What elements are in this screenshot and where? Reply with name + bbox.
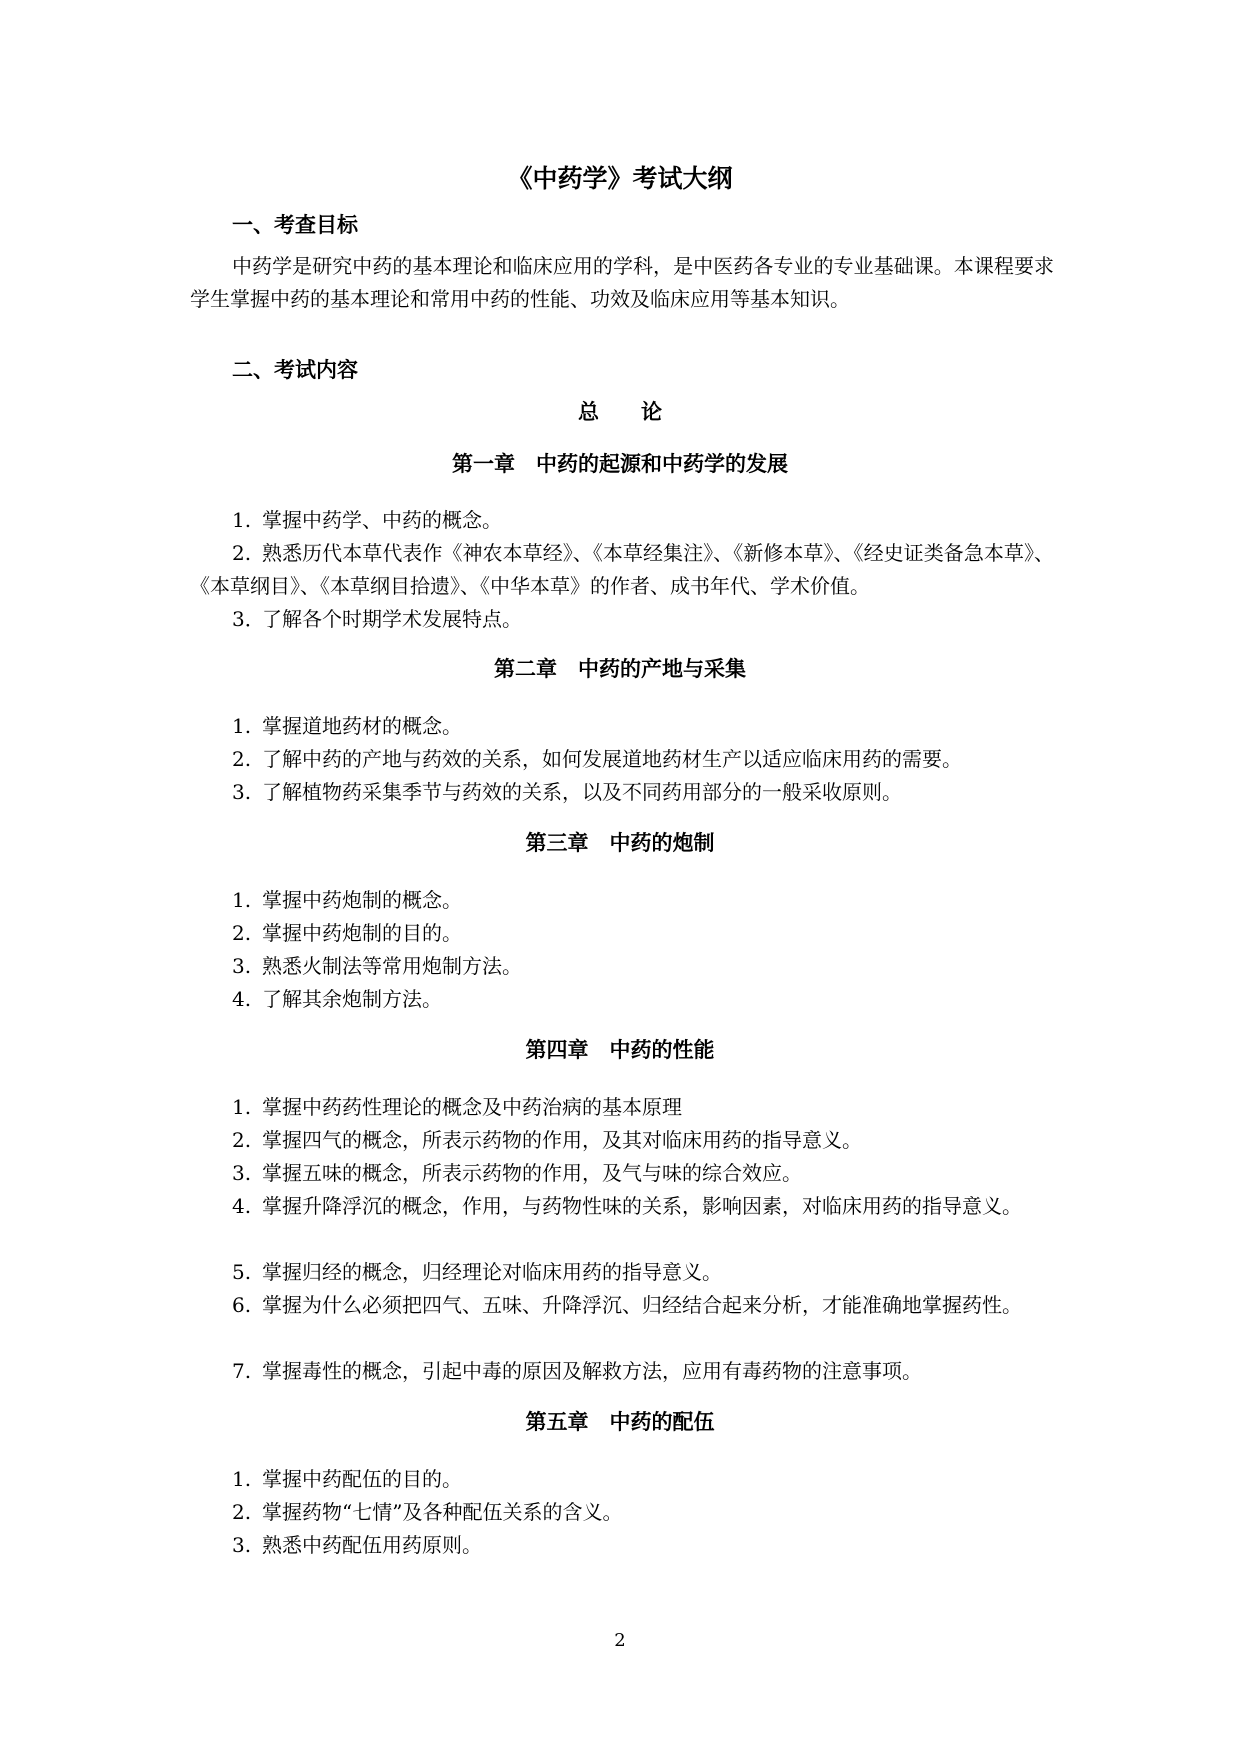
- list-item: [190, 1529, 1054, 1562]
- chapter-title-3: 第三章 中药的炮制: [525, 831, 715, 855]
- item-number: 2.: [232, 1128, 252, 1152]
- chapter-title-2: 第二章 中药的产地与采集: [494, 657, 746, 681]
- list-item: [190, 884, 1054, 917]
- list-item: [190, 1256, 1054, 1289]
- list-item: [190, 504, 1054, 537]
- list-item: [190, 743, 1054, 776]
- item-number: 3.: [232, 780, 252, 804]
- list-item: [190, 1124, 1054, 1157]
- list-item: [190, 1157, 1054, 1190]
- item-number: 1.: [232, 1095, 252, 1119]
- section-heading-objectives: 一、考查目标: [232, 213, 358, 237]
- list-item: [190, 1091, 1054, 1124]
- item-text: 掌握升降浮沉的概念，作用，与药物性味的关系，影响因素，对临床用药的指导意义。: [262, 1194, 1022, 1218]
- part-title-general: 总 论: [578, 400, 662, 424]
- item-text: 掌握五味的概念，所表示药物的作用，及气与味的综合效应。: [262, 1161, 802, 1185]
- item-number: 1.: [232, 1467, 252, 1491]
- item-text: 掌握中药炮制的概念。: [262, 888, 462, 912]
- item-text: 掌握中药炮制的目的。: [262, 921, 462, 945]
- chapter-title-1: 第一章 中药的起源和中药学的发展: [452, 452, 788, 476]
- item-text: 掌握道地药材的概念。: [262, 714, 462, 738]
- item-text: 了解其余炮制方法。: [262, 987, 442, 1011]
- page-number: 2: [614, 1630, 626, 1651]
- list-item: [190, 1463, 1054, 1496]
- item-number: 3.: [232, 1161, 252, 1185]
- list-item: [190, 1355, 1054, 1388]
- item-number: 7.: [232, 1359, 252, 1383]
- item-text: 熟悉火制法等常用炮制方法。: [262, 954, 522, 978]
- item-text: 掌握中药配伍的目的。: [262, 1467, 462, 1491]
- document-title: 《中药学》考试大纲: [507, 164, 733, 193]
- list-item: [190, 1496, 1054, 1529]
- item-number: 2.: [232, 541, 252, 565]
- item-number: 4.: [232, 987, 252, 1011]
- list-item: [190, 1190, 1054, 1223]
- item-text: 掌握药物“七情”及各种配伍关系的含义。: [262, 1500, 623, 1524]
- list-item: [190, 950, 1054, 983]
- item-number: 5.: [232, 1260, 252, 1284]
- chapter-title-5: 第五章 中药的配伍: [525, 1410, 715, 1434]
- list-item: [190, 603, 1054, 636]
- item-number: 1.: [232, 714, 252, 738]
- item-text: 掌握中药药性理论的概念及中药治病的基本原理: [262, 1095, 682, 1119]
- item-text: 熟悉中药配伍用药原则。: [262, 1533, 482, 1557]
- list-item: [190, 710, 1054, 743]
- objectives-paragraph: 中药学是研究中药的基本理论和临床应用的学科，是中医药各专业的专业基础课。本课程要求学生掌握中药的基本理论和常用中药的性能、功效及临床应用等基本知识。: [190, 254, 1054, 311]
- item-number: 4.: [232, 1194, 252, 1218]
- item-text: 掌握归经的概念，归经理论对临床用药的指导意义。: [262, 1260, 722, 1284]
- item-text: 了解植物药采集季节与药效的关系，以及不同药用部分的一般采收原则。: [262, 780, 902, 804]
- item-number: 3.: [232, 954, 252, 978]
- item-text: 掌握为什么必须把四气、五味、升降浮沉、归经结合起来分析，才能准确地掌握药性。: [262, 1293, 1022, 1317]
- chapter-title-4: 第四章 中药的性能: [525, 1038, 715, 1062]
- item-text: 掌握毒性的概念，引起中毒的原因及解救方法，应用有毒药物的注意事项。: [262, 1359, 922, 1383]
- item-number: 1.: [232, 508, 252, 532]
- item-number: 3.: [232, 1533, 252, 1557]
- item-number: 1.: [232, 888, 252, 912]
- list-item: [190, 537, 1054, 603]
- item-number: 6.: [232, 1293, 252, 1317]
- item-number: 2.: [232, 921, 252, 945]
- section-heading-content: 二、考试内容: [232, 358, 358, 382]
- item-text: 熟悉历代本草代表作《神农本草经》、《本草经集注》、《新修本草》、《经史证类备急本草》、《本草纲目》、《本草纲目拾遗》、《中华本草》的作者、成书年代、学术价值。: [190, 541, 1054, 598]
- list-item: [190, 983, 1054, 1016]
- item-number: 3．: [232, 607, 265, 631]
- item-text: 掌握中药学、中药的概念。: [262, 508, 502, 532]
- list-item: [190, 1289, 1054, 1322]
- item-text: 了解中药的产地与药效的关系，如何发展道地药材生产以适应临床用药的需要。: [262, 747, 962, 771]
- item-number: 2.: [232, 747, 252, 771]
- list-item: [190, 917, 1054, 950]
- item-text: 掌握四气的概念，所表示药物的作用，及其对临床用药的指导意义。: [262, 1128, 862, 1152]
- item-number: 2.: [232, 1500, 252, 1524]
- list-item: [190, 776, 1054, 809]
- item-text: 了解各个时期学术发展特点。: [262, 607, 522, 631]
